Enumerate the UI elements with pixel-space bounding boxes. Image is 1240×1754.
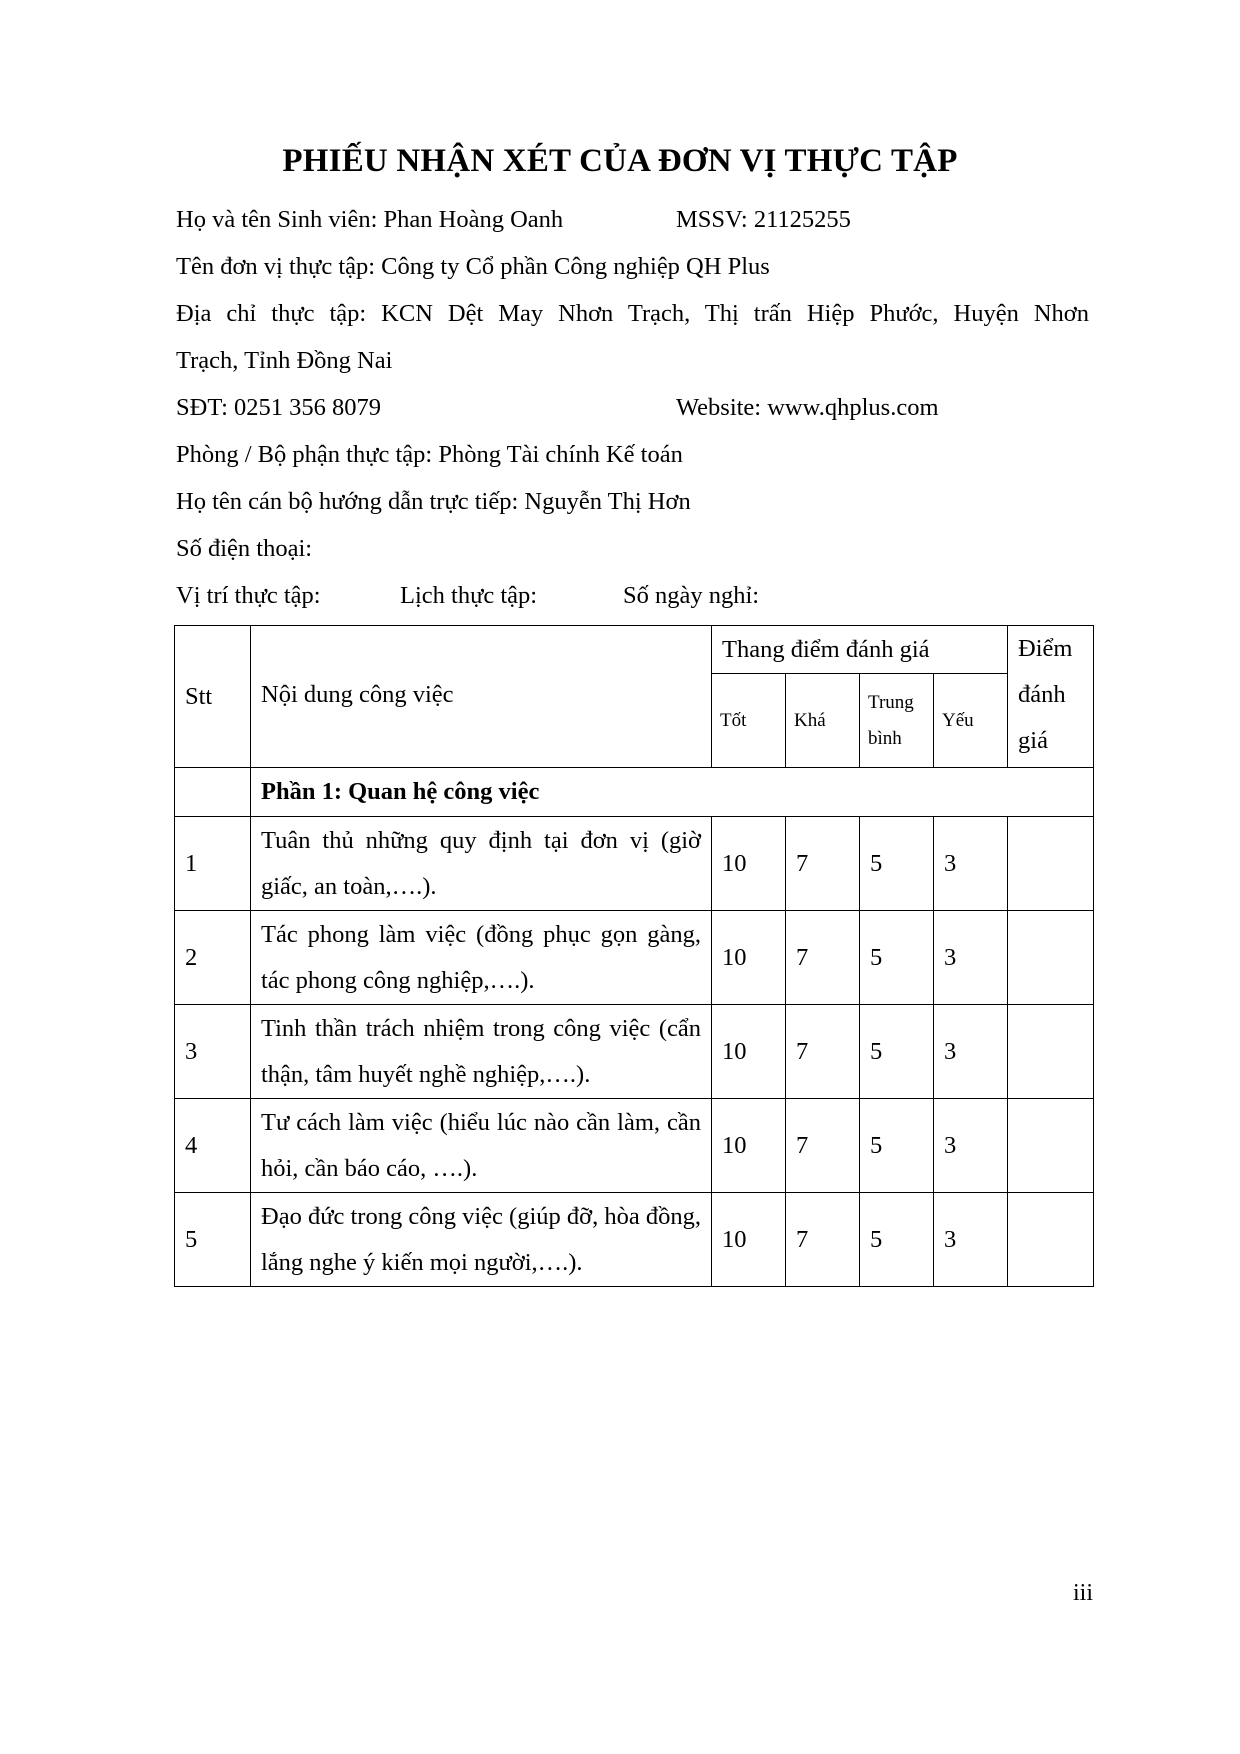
row-stt: 2 xyxy=(175,911,251,1005)
table-row xyxy=(175,817,1094,911)
header-average: Trung bình xyxy=(860,674,934,768)
days-off: Số ngày nghỉ: xyxy=(623,582,760,609)
header-score: Điểm đánh giá xyxy=(1008,626,1094,768)
header-row-1 xyxy=(175,626,1094,674)
position: Vị trí thực tập: xyxy=(176,582,321,609)
evaluation-table xyxy=(174,625,1094,1287)
website: Website: www.qhplus.com xyxy=(676,394,939,421)
row-fair: 7 xyxy=(786,1005,860,1099)
row-average: 5 xyxy=(860,817,934,911)
row-stt: 1 xyxy=(175,817,251,911)
row-fair: 7 xyxy=(786,1193,860,1287)
row-good: 10 xyxy=(712,1099,786,1193)
row-score xyxy=(1008,1193,1094,1287)
student-id: MSSV: 21125255 xyxy=(676,206,851,233)
row-average: 5 xyxy=(860,1005,934,1099)
row-weak: 3 xyxy=(934,1193,1008,1287)
row-average: 5 xyxy=(860,1193,934,1287)
row-weak: 3 xyxy=(934,1005,1008,1099)
supervisor-phone: Số điện thoại: xyxy=(176,535,313,562)
row-content: Đạo đức trong công việc (giúp đỡ, hòa đồng, lắng nghe ý kiến mọi người,….). xyxy=(251,1193,712,1287)
row-fair: 7 xyxy=(786,1099,860,1193)
row-score xyxy=(1008,1005,1094,1099)
row-content: Tinh thần trách nhiệm trong công việc (cẩn thận, tâm huyết nghề nghiệp,….). xyxy=(251,1005,712,1099)
header-weak: Yếu xyxy=(934,674,1008,768)
schedule: Lịch thực tập: xyxy=(400,582,538,609)
row-good: 10 xyxy=(712,817,786,911)
department: Phòng / Bộ phận thực tập: Phòng Tài chính Kế toán xyxy=(176,441,683,468)
table-row xyxy=(175,1005,1094,1099)
row-score xyxy=(1008,1099,1094,1193)
row-content: Tác phong làm việc (đồng phục gọn gàng, tác phong công nghiệp,….). xyxy=(251,911,712,1005)
row-stt: 3 xyxy=(175,1005,251,1099)
row-weak: 3 xyxy=(934,911,1008,1005)
contact-line xyxy=(176,394,939,422)
header-content: Nội dung công việc xyxy=(251,626,712,768)
section-title: Phần 1: Quan hệ công việc xyxy=(251,768,1094,817)
student-name: Họ và tên Sinh viên: Phan Hoàng Oanh xyxy=(176,206,564,233)
row-weak: 3 xyxy=(934,1099,1008,1193)
phone: SĐT: 0251 356 8079 xyxy=(176,394,381,421)
row-score xyxy=(1008,911,1094,1005)
row-score xyxy=(1008,817,1094,911)
header-scale: Thang điểm đánh giá xyxy=(712,626,1008,674)
row-fair: 7 xyxy=(786,911,860,1005)
row-average: 5 xyxy=(860,1099,934,1193)
header-good: Tốt xyxy=(712,674,786,768)
row-good: 10 xyxy=(712,911,786,1005)
address-line-2: Trạch, Tỉnh Đồng Nai xyxy=(176,347,393,374)
section-row xyxy=(175,768,1094,817)
row-good: 10 xyxy=(712,1193,786,1287)
page-number: iii xyxy=(1072,1580,1093,1606)
row-fair: 7 xyxy=(786,817,860,911)
position-line xyxy=(176,582,760,610)
address-line-1: Địa chỉ thực tập: KCN Dệt May Nhơn Trạch, Thị trấn Hiệp Phước, Huyện Nhơn xyxy=(176,300,1089,327)
header-stt: Stt xyxy=(175,626,251,768)
row-stt: 4 xyxy=(175,1099,251,1193)
row-content: Tư cách làm việc (hiểu lúc nào cần làm, cần hỏi, cần báo cáo, ….). xyxy=(251,1099,712,1193)
supervisor: Họ tên cán bộ hướng dẫn trực tiếp: Nguyễn Thị Hơn xyxy=(176,488,691,515)
row-weak: 3 xyxy=(934,817,1008,911)
section-stt xyxy=(175,768,251,817)
table-row xyxy=(175,911,1094,1005)
row-stt: 5 xyxy=(175,1193,251,1287)
header-fair: Khá xyxy=(786,674,860,768)
page-title: PHIẾU NHẬN XÉT CỦA ĐƠN VỊ THỰC TẬP xyxy=(282,143,958,179)
student-info-line xyxy=(176,206,851,234)
row-average: 5 xyxy=(860,911,934,1005)
table-row xyxy=(175,1099,1094,1193)
row-good: 10 xyxy=(712,1005,786,1099)
row-content: Tuân thủ những quy định tại đơn vị (giờ giấc, an toàn,….). xyxy=(251,817,712,911)
unit-name: Tên đơn vị thực tập: Công ty Cổ phần Công nghiệp QH Plus xyxy=(176,253,770,280)
table-row xyxy=(175,1193,1094,1287)
